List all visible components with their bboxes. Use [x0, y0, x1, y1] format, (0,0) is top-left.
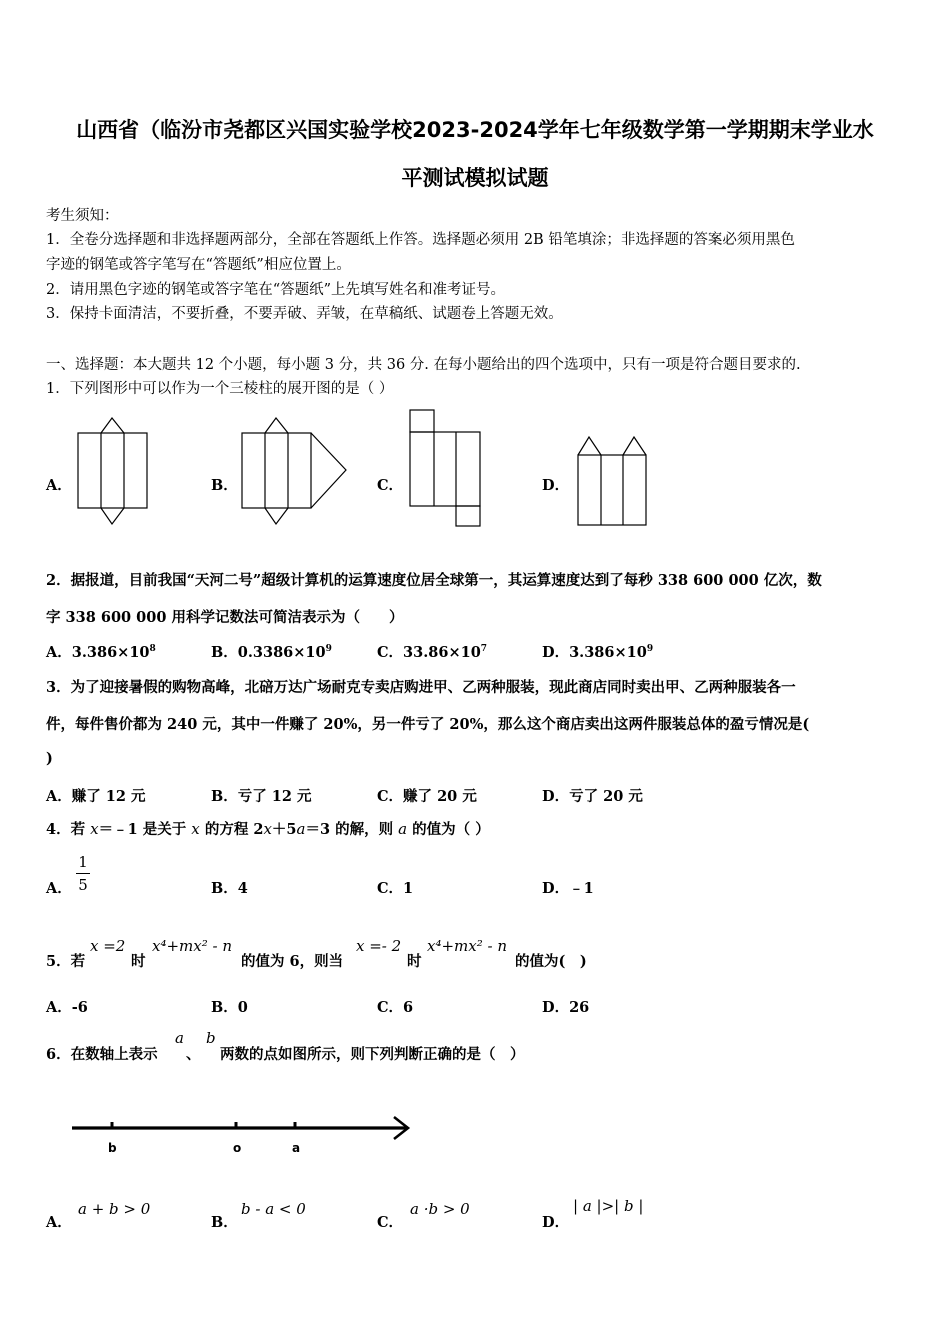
q1-figure-d: [572, 430, 652, 530]
q1-stem: 1．下列图形中可以作为一个三棱柱的展开图的是（ ）: [46, 381, 394, 397]
q5-option-d: D．26: [542, 999, 590, 1016]
q6-option-a-label: A．: [46, 1214, 72, 1231]
q1-label-c: C．: [377, 477, 404, 494]
q6-stem-start: 6．在数轴上表示: [46, 1046, 158, 1063]
q6-option-c-label: C．: [377, 1214, 404, 1231]
q4-option-b: B．4: [211, 880, 248, 897]
q1-label-d: D．: [542, 477, 570, 494]
q4-option-d: D．﹣1: [542, 880, 594, 897]
q2-stem-line1: 2．据报道，目前我国“天河二号”超级计算机的运算速度位居全球第一，其运算速度达到了每秒 338 600 000 亿次，数: [46, 572, 822, 589]
q2-option-c: C．$33.86\times 10^7$: [377, 644, 488, 661]
q6-option-b-expr: b - a < 0: [241, 1200, 306, 1218]
q5-stem-mid: 的值为 6，则当: [241, 953, 344, 970]
q3-stem-line1: 3．为了迎接暑假的购物高峰，北碚万达广场耐克专卖店购进甲、乙两种服装，现此商店同时卖出甲、乙两种服装各一: [46, 679, 796, 696]
q2-option-b: B．$0.3386\times 10^9$: [211, 644, 332, 661]
q1-figure-a: [74, 415, 152, 529]
q5-when-2: 时: [407, 953, 422, 970]
number-line-label-b: b: [108, 1141, 117, 1155]
q5-option-b: B．0: [211, 999, 248, 1016]
number-line: [68, 1112, 418, 1146]
q4-option-a-label: A．: [46, 880, 72, 897]
page-title-line2: 平测试模拟试题: [401, 166, 549, 190]
q6-option-c-expr: a ·b > 0: [410, 1200, 470, 1218]
q6-option-d-label: D．: [542, 1214, 570, 1231]
q5-option-c: C．6: [377, 999, 414, 1016]
notice-item-1-cont: 字迹的钢笔或答字笔写在“答题纸”相应位置上。: [46, 257, 351, 273]
q5-stem-end: 的值为( ): [515, 953, 587, 970]
fraction-numerator: 1: [78, 853, 88, 871]
page-title: 山西省（临汾市尧都区兴国实验学校2023-2024学年七年级数学第一学期期末学业水: [76, 118, 874, 142]
q4-option-a-fraction: [76, 853, 90, 894]
notice-item-1: 1．全卷分选择题和非选择题两部分，全部在答题纸上作答。选择题必须用 2B 铅笔填涂；非选择题的答案必须用黑色: [46, 232, 795, 248]
q1-figure-b: [238, 415, 350, 529]
q2-stem-line2: 字 338 600 000 用科学记数法可简洁表示为（ ）: [46, 609, 404, 626]
section-heading: 一、选择题：本大题共 12 个小题，每小题 3 分，共 36 分. 在每小题给出的四个选项中，只有一项是符合题目要求的.: [46, 357, 801, 373]
q4-option-c: C．1: [377, 880, 414, 897]
q6-var-b: b: [206, 1029, 216, 1047]
q1-label-a: A．: [46, 477, 72, 494]
number-line-label-origin: o: [233, 1141, 242, 1155]
q1-figure-c: [406, 406, 484, 530]
fraction-bar: [76, 873, 90, 874]
q4-stem: 4．若 x＝﹣1 是关于 x 的方程 2x＋5a＝3 的解，则 a 的值为（ ）: [46, 820, 490, 838]
q3-option-c: C．赚了 20 元: [377, 788, 477, 805]
q5-option-a: A．-6: [46, 999, 88, 1016]
fraction-denominator: 5: [78, 876, 88, 894]
notice-item-2: 2．请用黑色字迹的钢笔或答字笔在“答题纸”上先填写姓名和准考证号。: [46, 282, 506, 298]
q1-label-b: B．: [211, 477, 238, 494]
q3-option-a: A．赚了 12 元: [46, 788, 146, 805]
q6-option-d-expr: | a |>| b |: [573, 1197, 644, 1215]
q2-option-a: A．$3.386\times 10^8$: [46, 644, 156, 661]
q6-var-a: a: [175, 1029, 184, 1047]
q3-option-d: D．亏了 20 元: [542, 788, 643, 805]
q5-polynomial-2: x⁴+mx² - n: [427, 937, 508, 955]
q5-when-1: 时: [131, 953, 146, 970]
q3-option-b: B．亏了 12 元: [211, 788, 312, 805]
q5-expr-x2: x =2: [90, 937, 126, 955]
q5-expr-x-neg2: x =- 2: [356, 937, 402, 955]
q3-stem-line2: 件，每件售价都为 240 元，其中一件赚了 20%，另一件亏了 20%，那么这个商店卖出这两件服装总体的盈亏情况是(: [46, 716, 810, 733]
q6-separator: 、: [186, 1046, 201, 1063]
q3-stem-line3: ): [46, 750, 53, 767]
q5-polynomial-1: x⁴+mx² - n: [152, 937, 233, 955]
q5-stem-start: 5．若: [46, 953, 86, 970]
q6-option-b-label: B．: [211, 1214, 238, 1231]
q6-option-a-expr: a + b > 0: [78, 1200, 151, 1218]
number-line-label-a: a: [292, 1141, 301, 1155]
notice-item-3: 3．保持卡面清洁，不要折叠，不要弄破、弄皱，在草稿纸、试题卷上答题无效。: [46, 306, 563, 322]
q2-option-d: D．$3.386\times 10^9$: [542, 644, 654, 661]
notice-heading: 考生须知：: [46, 208, 119, 224]
q6-stem-end: 两数的点如图所示，则下列判断正确的是（ ）: [220, 1046, 525, 1063]
